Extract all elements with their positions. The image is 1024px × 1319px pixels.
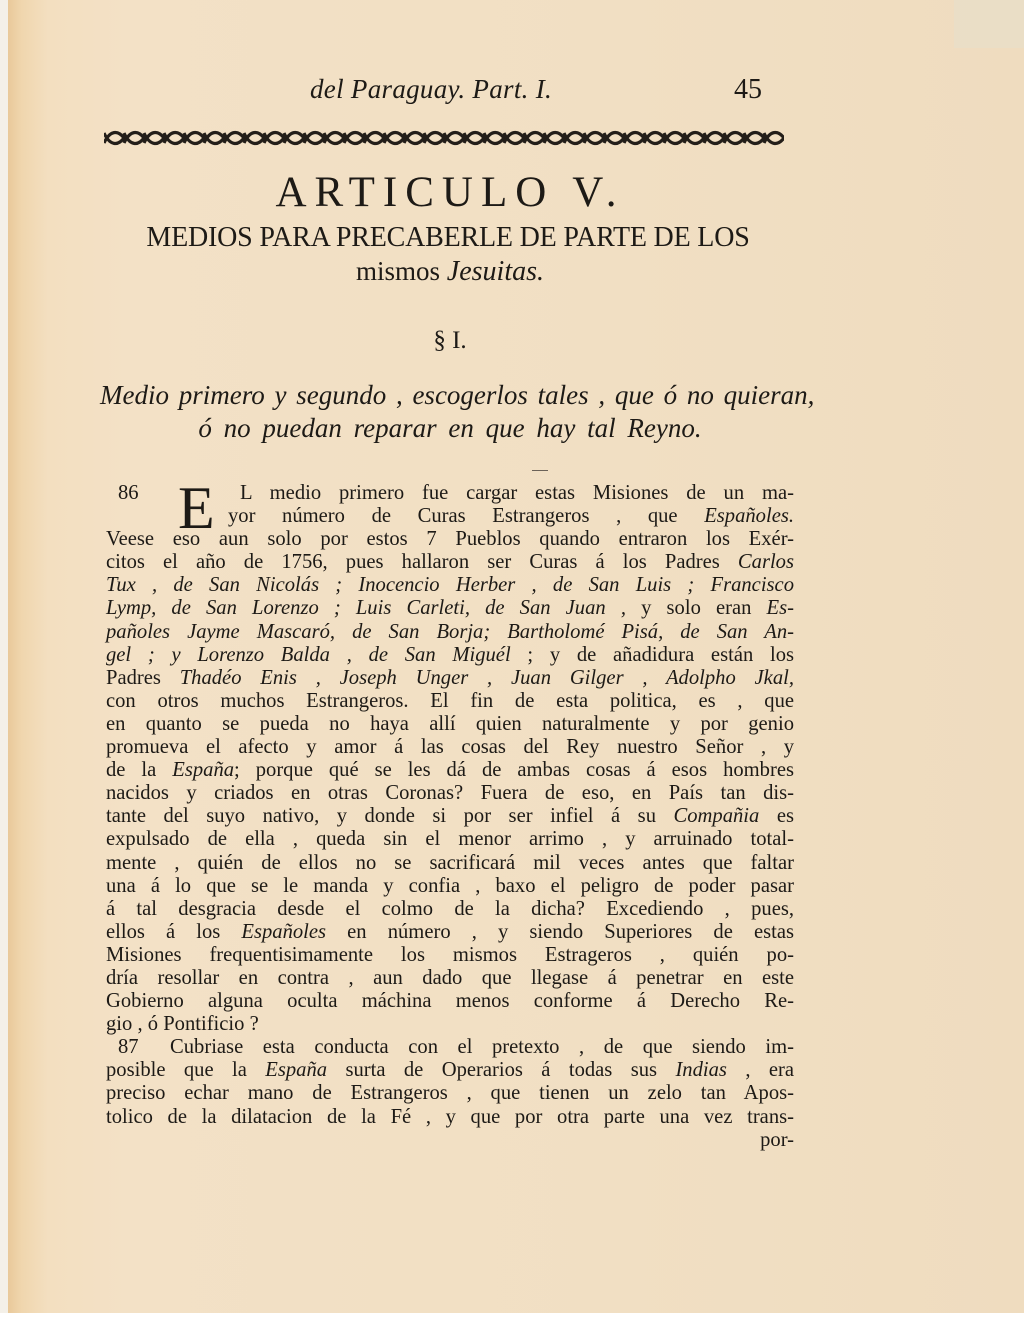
- roman-text: á tal desgracia desde el colmo de la dicha? Excediendo , pues,: [106, 897, 794, 920]
- section-heading-line2: ó no puedan reparar en que hay tal Reyno.: [198, 413, 702, 443]
- scan-bottom-margin: [0, 1313, 1024, 1319]
- scan-left-margin: [0, 0, 8, 1313]
- section-heading-line1: Medio primero y segundo , escogerlos tales , que ó no quieran,: [100, 380, 815, 410]
- body-text: [106, 475, 795, 1152]
- text-line: [106, 782, 794, 805]
- ornament-link: [444, 133, 464, 144]
- text-line: [106, 551, 794, 574]
- roman-text: L medio primero fue cargar estas Misiones de un ma-: [240, 482, 794, 504]
- ornament-link: [484, 133, 504, 144]
- italic-text: Españoles: [241, 920, 327, 943]
- roman-text: Cubriase esta conducta con el pretexto , de que siendo im-: [170, 1036, 794, 1059]
- italic-text: España: [265, 1059, 328, 1082]
- text-line: [106, 990, 794, 1013]
- ornament-link: [104, 133, 124, 144]
- roman-text: Misiones frequentisimamente los mismos Estrageros , quién po-: [106, 943, 794, 966]
- text-line: [106, 1036, 794, 1059]
- roman-text: promueva el afecto y amor á las cosas del Rey nuestro Señor , y: [106, 736, 794, 759]
- text-line: [106, 944, 794, 967]
- roman-text: Padres: [106, 666, 180, 689]
- drop-cap: E: [178, 475, 215, 541]
- roman-text: yor número de Curas Estrangeros , que: [228, 505, 705, 528]
- text-line: [106, 921, 794, 944]
- roman-text: ; y de añadidura están los: [510, 643, 795, 666]
- ornament-link: [404, 133, 424, 144]
- roman-text: en quanto se pueda no haya allí quien naturalmente y por genio: [106, 712, 794, 735]
- text-line: [106, 1059, 794, 1082]
- catchword: por-: [760, 1128, 794, 1151]
- paragraph-number: 87: [118, 1036, 139, 1059]
- roman-text: ellos á los: [106, 920, 242, 943]
- ornament-link: [464, 133, 484, 144]
- ornament-link: [204, 133, 224, 144]
- text-line: [106, 644, 794, 667]
- roman-text: , era: [726, 1059, 794, 1082]
- ornament-link: [524, 133, 544, 144]
- short-rule: [532, 470, 548, 471]
- italic-text: Carlos: [737, 551, 794, 574]
- text-line: [106, 713, 794, 736]
- italic-text: Es-: [766, 597, 794, 620]
- italic-text: Thadéo Enis , Joseph Unger , Juan Gilger , Adolpho Jkal,: [179, 666, 794, 689]
- ornament-link: [704, 133, 724, 144]
- roman-text: tolico de la dilatacion de la Fé , y que por otra parte una vez trans-: [106, 1105, 794, 1128]
- text-line: [106, 597, 794, 620]
- text-line: [106, 1013, 794, 1036]
- article-subtitle-line2: [100, 256, 800, 288]
- roman-text: dría resollar en contra , aun dado que llegase á penetrar en este: [106, 966, 794, 989]
- roman-text: en número , y siendo Superiores de estas: [326, 920, 794, 943]
- ornament-link: [744, 133, 764, 144]
- ornament-link: [184, 133, 204, 144]
- roman-text: de la: [106, 759, 173, 782]
- article-subtitle-line1: MEDIOS PARA PRECABERLE DE PARTE DE LOS: [146, 222, 750, 253]
- roman-text: mente , quién de ellos no se sacrificará mil veces antes que faltar: [106, 851, 794, 874]
- roman-text: preciso echar mano de Estrangeros , que tienen un zelo tan Apos-: [106, 1082, 794, 1105]
- paragraph-number: 86: [118, 482, 139, 504]
- italic-text: España: [172, 759, 235, 782]
- roman-text: nacidos y criados en otras Coronas? Fuera de eso, en País tan dis-: [106, 782, 794, 805]
- ornament-link: [384, 133, 404, 144]
- ornament-link: [244, 133, 264, 144]
- ornament-link: [724, 133, 744, 144]
- text-line: [106, 875, 794, 898]
- italic-text: gel ; y Lorenzo Balda , de San Miguél: [106, 643, 511, 666]
- text-line: [106, 574, 794, 597]
- text-line: [106, 852, 794, 875]
- ornament-link: [504, 133, 524, 144]
- subtitle-roman: mismos: [356, 256, 441, 286]
- ornament-link: [264, 133, 284, 144]
- roman-text: una á lo que se le manda y confia , baxo el peligro de poder pasar: [106, 874, 794, 897]
- ornament-link: [664, 133, 684, 144]
- ornament-link: [344, 133, 364, 144]
- italic-text: pañoles Jayme Mascaró, de San Borja; Bartholomé Pisá, de San An-: [106, 620, 794, 643]
- section-mark: § I.: [433, 327, 467, 354]
- italic-text: Indias: [675, 1059, 727, 1082]
- page-number: 45: [734, 74, 762, 105]
- roman-text: y solo eran: [625, 597, 767, 620]
- roman-text: gio , ó Pontificio ?: [106, 1013, 259, 1036]
- ornament-link: [604, 133, 624, 144]
- text-line: [106, 828, 794, 851]
- roman-text: es: [759, 805, 794, 828]
- ornament-link: [424, 133, 444, 144]
- ornament-link: [164, 133, 184, 144]
- ornament-link: [544, 133, 564, 144]
- ornament-link: [124, 133, 144, 144]
- ornament-link: [644, 133, 664, 144]
- roman-text: expulsado de ella , queda sin el menor arrimo , y arruinado total-: [106, 828, 794, 851]
- roman-text: citos el año de 1756, pues hallaron ser Curas á los Padres: [106, 551, 738, 574]
- text-line: [106, 1106, 794, 1129]
- ornament-link: [284, 133, 304, 144]
- ornament-link: [144, 133, 164, 144]
- text-line: [106, 1082, 794, 1105]
- roman-text: Veese eso aun solo por estos 7 Pueblos quando entraron los Exér-: [106, 528, 794, 551]
- italic-text: Lymp, de San Lorenzo ; Luis Carleti, de San Juan ,: [106, 597, 626, 620]
- ornament-link: [564, 133, 584, 144]
- text-line: [106, 621, 794, 644]
- text-line: [106, 898, 794, 921]
- text-line: [106, 736, 794, 759]
- running-head-title: del Paraguay. Part. I.: [310, 74, 553, 104]
- text-line: [106, 667, 794, 690]
- roman-text: surta de Operarios á todas sus: [327, 1059, 676, 1082]
- roman-text: Gobierno alguna oculta máchina menos conforme á Derecho Re-: [106, 990, 794, 1013]
- italic-text: Españoles.: [704, 505, 794, 528]
- roman-text: con otros muchos Estrangeros. El fin de esta politica, es , que: [106, 689, 794, 712]
- italic-text: Tux , de San Nicolás ; Inocencio Herber , de San Luis ; Francisco: [106, 574, 794, 597]
- text-line: [106, 805, 794, 828]
- text-line: [106, 759, 794, 782]
- text-line: [106, 967, 794, 990]
- ornament-link: [624, 133, 644, 144]
- ornament-link: [584, 133, 604, 144]
- roman-text: tante del suyo nativo, y donde si por ser infiel á su: [106, 805, 674, 828]
- text-line: [106, 528, 794, 551]
- ornament-link: [364, 133, 384, 144]
- text-line: [106, 505, 794, 528]
- roman-text: posible que la: [106, 1059, 266, 1082]
- ornament-link: [764, 133, 784, 144]
- running-head: [300, 74, 770, 108]
- article-title: ARTICULO V.: [275, 169, 625, 216]
- subtitle-italic: Jesuitas.: [446, 256, 544, 287]
- ornament-link: [324, 133, 344, 144]
- ornament-link: [304, 133, 324, 144]
- italic-text: Compañia: [673, 805, 760, 828]
- roman-text: ; porque qué se les dá de ambas cosas á esos hombres: [234, 759, 794, 782]
- ornament-link: [684, 133, 704, 144]
- ornamental-border: [104, 128, 784, 148]
- text-line: [106, 690, 794, 713]
- ornament-link: [224, 133, 244, 144]
